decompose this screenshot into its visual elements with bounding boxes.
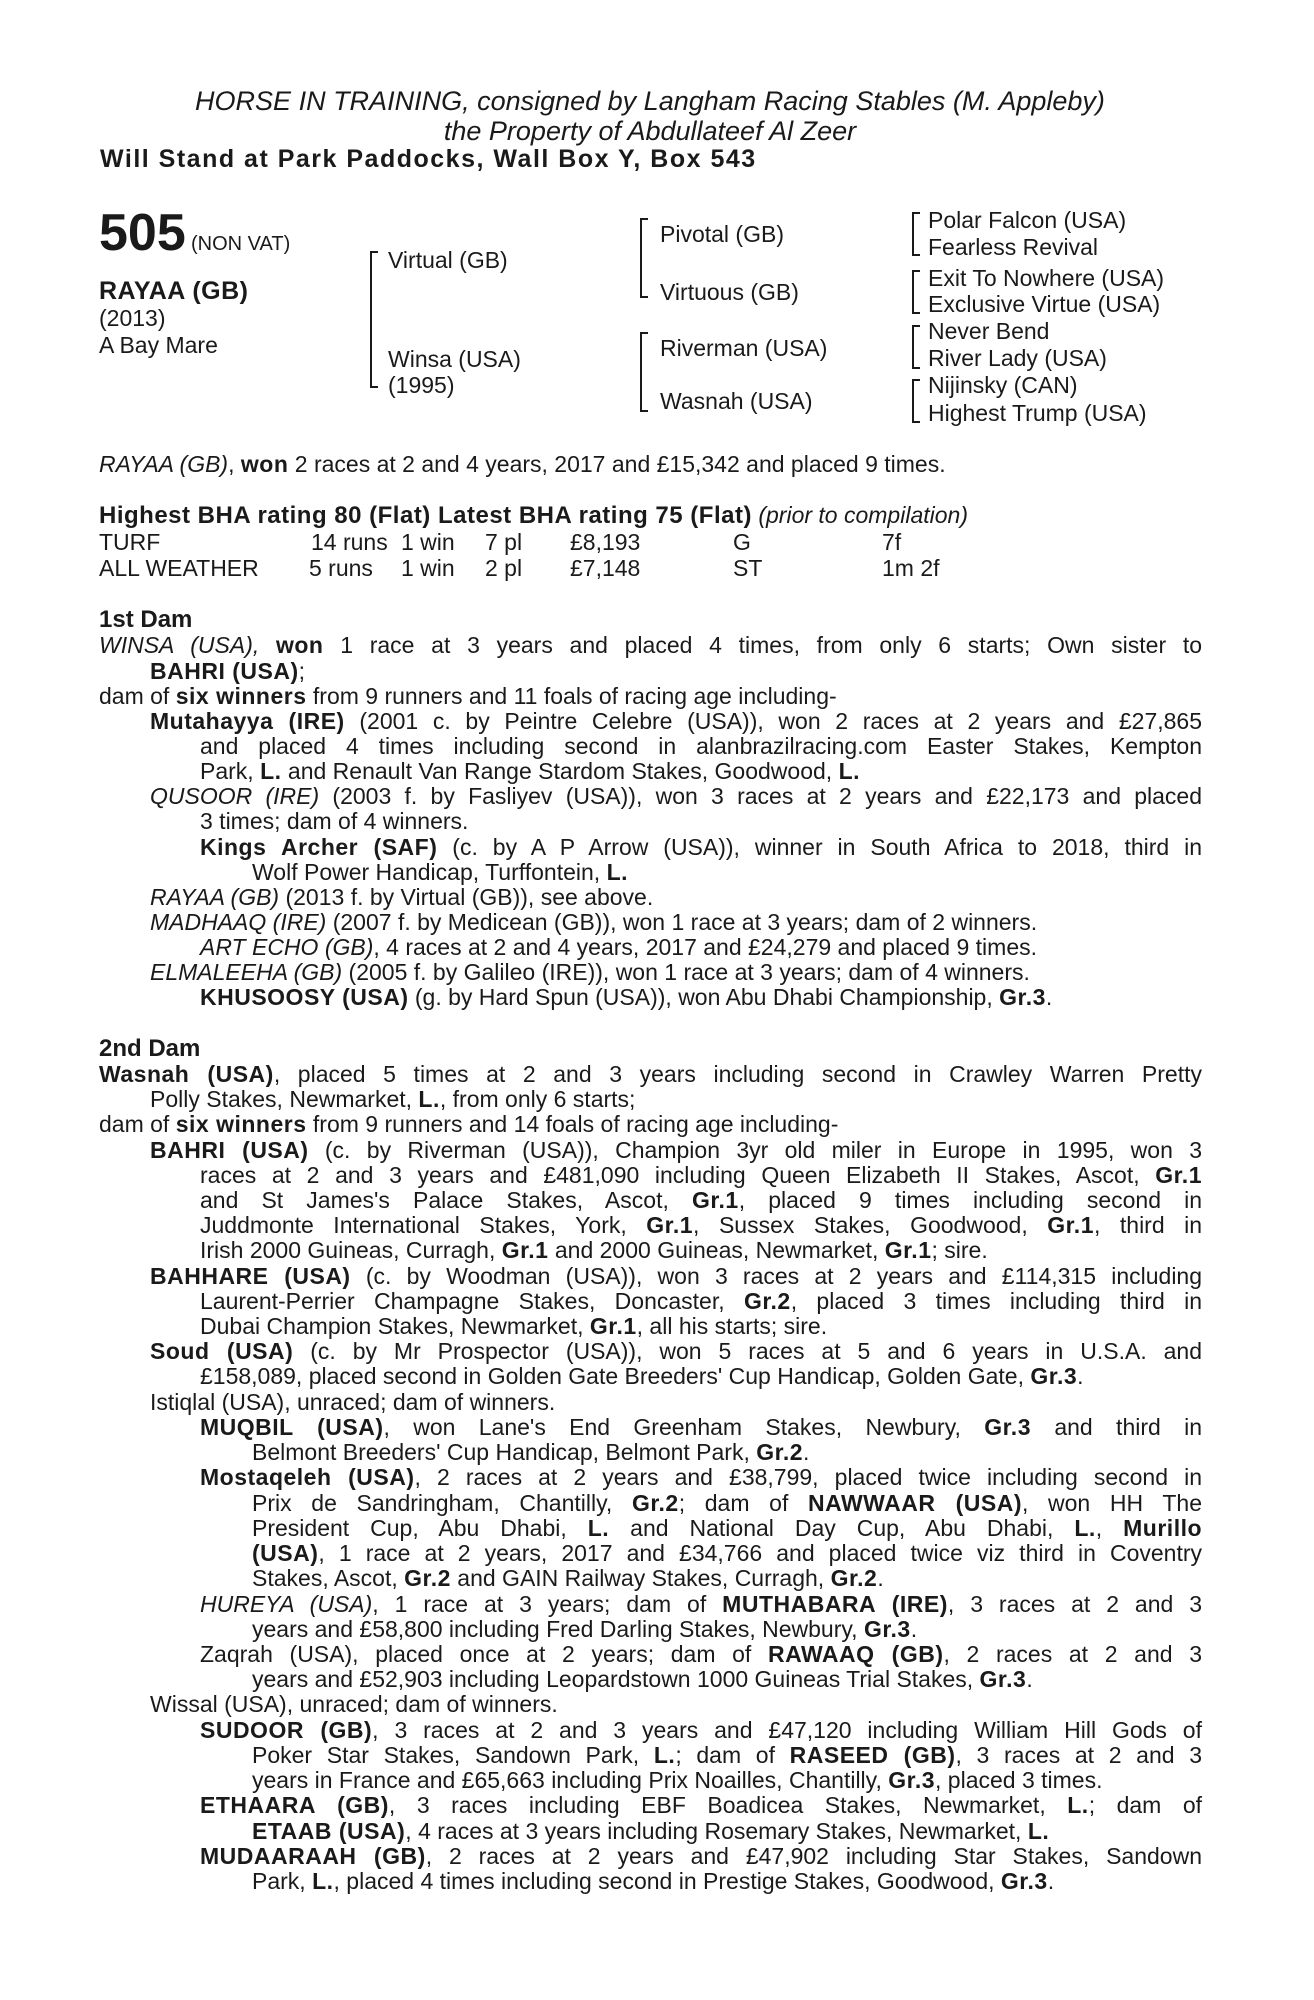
text-run: Laurent-Perrier Champagne Stakes, Doncaster, — [200, 1288, 725, 1314]
text-run: six winners — [175, 683, 307, 709]
text-run: ART ECHO (GB) — [200, 934, 374, 960]
sire-sire: Pivotal (GB) — [660, 221, 784, 247]
text-run: Wolf Power Handicap, Turffontein, — [252, 859, 601, 885]
text-run: Gr.2 — [743, 1288, 791, 1314]
text-run: , placed 5 times at 2 and 3 years including second in Crawley Warren Pretty — [273, 1061, 1202, 1087]
bha-ratings — [99, 503, 1202, 529]
text-run: Park, — [252, 1868, 306, 1894]
summary-record: 2 races at 2 and 4 years, 2017 and £15,342 and placed 9 times. — [288, 451, 946, 477]
text-line — [200, 1793, 1202, 1819]
text-run: years and £52,903 including Leopardstown 1000 Guineas Trial Stakes, — [252, 1666, 974, 1692]
text-run: ETHAARA (GB) — [200, 1792, 389, 1818]
text-run: L. — [1074, 1515, 1096, 1541]
ancestor: Exit To Nowhere (USA) — [928, 265, 1165, 291]
text-run: Gr.2 — [830, 1565, 878, 1591]
text-line — [99, 1062, 1202, 1088]
pedigree-brace — [912, 270, 914, 314]
stat-surface: TURF — [99, 529, 161, 555]
stat-runs: 5 runs — [309, 555, 373, 581]
text-line — [252, 860, 1314, 886]
text-run: from 9 runners and 11 foals of racing age including- — [312, 683, 837, 709]
text-run: Mostaqeleh (USA) — [200, 1464, 415, 1490]
text-run: Gr.1 — [691, 1187, 739, 1213]
text-line — [99, 1112, 1202, 1138]
text-line — [200, 1718, 1202, 1744]
stat-prize: £8,193 — [570, 529, 641, 555]
text-line — [252, 1516, 1202, 1542]
text-run: NAWWAAR (USA) — [808, 1490, 1022, 1516]
text-line — [150, 1390, 1202, 1416]
text-line — [252, 1869, 1314, 1895]
text-line — [200, 1213, 1202, 1239]
sire: Virtual (GB) — [388, 247, 508, 273]
text-line — [200, 1289, 1202, 1315]
text-run: RAWAAQ (GB) — [768, 1641, 944, 1667]
text-run: RAYAA (GB) — [150, 884, 280, 910]
text-run: Prix de Sandringham, Chantilly, — [252, 1490, 613, 1516]
pedigree-brace — [640, 332, 642, 412]
horse-description: A Bay Mare — [99, 332, 218, 358]
text-run: Poker Star Stakes, Sandown Park, — [252, 1742, 640, 1768]
text-run: Gr.1 — [1047, 1212, 1094, 1238]
text-line — [252, 1491, 1202, 1517]
text-line — [150, 1087, 1202, 1113]
text-run: (2001 c. by Peintre Celebre (USA)), won 2 races at 2 years and £27,865 — [359, 708, 1202, 734]
text-line — [150, 1264, 1202, 1290]
text-run: President Cup, Abu Dhabi, — [252, 1515, 567, 1541]
text-run: BAHHARE (USA) — [150, 1263, 351, 1289]
text-run: . — [1077, 1363, 1084, 1389]
text-run: , 3 races at 2 and 3 — [955, 1742, 1203, 1768]
text-run: years in France and £65,663 including Prix Noailles, Chantilly, — [252, 1767, 882, 1793]
consignor-line: HORSE IN TRAINING, consigned by Langham Racing Stables (M. Appleby) — [195, 86, 1105, 116]
text-run: Gr.3 — [1030, 1363, 1078, 1389]
text-line — [200, 1415, 1202, 1441]
text-run: MADHAAQ (IRE) — [150, 909, 327, 935]
text-run: L. — [418, 1086, 440, 1112]
text-line — [150, 1138, 1202, 1164]
text-run: Juddmonte International Stakes, York, — [200, 1212, 627, 1238]
text-run: L. — [1027, 1818, 1050, 1844]
text-run: £158,089, placed second in Golden Gate Breeders' Cup Handicap, Golden Gate, — [200, 1363, 1024, 1389]
text-run: BAHRI (USA) — [150, 658, 299, 684]
text-line — [252, 1667, 1314, 1693]
text-line — [252, 1768, 1314, 1794]
text-run: years and £58,800 including Fred Darling Stakes, Newbury, — [252, 1616, 858, 1642]
text-line — [200, 985, 1202, 1011]
text-run: ELMALEEHA (GB) — [150, 959, 343, 985]
text-run: (2003 f. by Fasliyev (USA)), won 3 races at 2 years and £22,173 and placed — [332, 783, 1203, 809]
text-run: Gr.1 — [884, 1237, 932, 1263]
text-run: ; dam of — [678, 1490, 789, 1516]
text-run: , 3 races including EBF Boadicea Stakes, Newmarket, — [388, 1792, 1046, 1818]
text-run: and placed 4 times including second in alanbrazilracing.com Easter Stakes, Kempton — [200, 733, 1202, 759]
text-line — [200, 935, 1202, 961]
text-run: Belmont Breeders' Cup Handicap, Belmont Park, — [252, 1439, 750, 1465]
text-line — [200, 1188, 1202, 1214]
text-run: Wissal (USA), unraced; dam of winners. — [150, 1691, 558, 1717]
text-run: and third in — [1054, 1414, 1203, 1440]
text-run: , 2 races at 2 years and £47,902 including Star Stakes, Sandown — [425, 1843, 1203, 1869]
text-run: L. — [653, 1742, 676, 1768]
text-run: , 1 race at 3 years; dam of — [372, 1591, 707, 1617]
text-run: Gr.1 — [501, 1237, 549, 1263]
text-run: MUDAARAAH (GB) — [200, 1843, 426, 1869]
text-run: , 1 race at 2 years, 2017 and £34,766 and placed twice viz third in Coventry — [318, 1540, 1202, 1566]
text-run: , 4 races at 3 years including Rosemary Stakes, Newmarket, — [405, 1818, 1022, 1844]
text-run: ; — [298, 658, 305, 684]
text-run: Istiqlal (USA), unraced; dam of winners. — [150, 1389, 556, 1415]
text-run: . — [1026, 1666, 1033, 1692]
text-run: . — [1047, 1868, 1055, 1894]
stat-going: G — [733, 529, 751, 555]
ancestor: Nijinsky (CAN) — [928, 372, 1078, 398]
pedigree-brace — [912, 325, 914, 369]
vat-status: (NON VAT) — [191, 233, 291, 255]
text-run: dam of — [99, 683, 170, 709]
text-line — [200, 1642, 1202, 1668]
text-run: (c. by Mr Prospector (USA)), won 5 races at 5 and 6 years in U.S.A. and — [310, 1338, 1203, 1364]
text-run: , placed 3 times. — [935, 1767, 1103, 1793]
text-line — [200, 1592, 1202, 1618]
text-run: Irish 2000 Guineas, Curragh, — [200, 1237, 496, 1263]
text-run: Polly Stakes, Newmarket, — [150, 1086, 413, 1112]
text-line — [252, 1743, 1202, 1769]
text-run: , placed 4 times including second in Prestige Stakes, Goodwood, — [333, 1868, 995, 1894]
text-run: , 4 races at 2 and 4 years, 2017 and £24,279 and placed 9 times. — [373, 934, 1037, 960]
stat-placed: 2 pl — [485, 555, 523, 581]
text-run: and GAIN Railway Stakes, Curragh, — [457, 1565, 825, 1591]
text-run: , placed 3 times including third in — [790, 1288, 1203, 1314]
ancestor: Fearless Revival — [928, 234, 1098, 260]
horse-year: (2013) — [99, 305, 166, 331]
text-run: and Renault Van Range Stardom Stakes, Goodwood, — [287, 758, 833, 784]
text-run: . — [877, 1565, 884, 1591]
text-run: . — [1045, 984, 1053, 1010]
text-run: ; sire. — [931, 1237, 988, 1263]
text-run: 3 times; dam of 4 winners. — [200, 808, 469, 834]
text-run: Gr.3 — [984, 1414, 1031, 1440]
rating-note: (prior to compilation) — [758, 502, 968, 528]
text-run: Zaqrah (USA), placed once at 2 years; dam of — [200, 1641, 752, 1667]
text-run: , from only 6 starts; — [439, 1086, 636, 1112]
stat-runs: 14 runs — [311, 529, 388, 555]
stat-distance: 1m 2f — [882, 555, 940, 581]
second-dam-heading: 2nd Dam — [99, 1035, 201, 1062]
stat-prize: £7,148 — [570, 555, 641, 581]
text-run: L. — [838, 758, 861, 784]
horse-name: RAYAA (GB) — [99, 277, 249, 305]
text-run: , 2 races at 2 and 3 — [943, 1641, 1202, 1667]
text-run: Stakes, Ascot, — [252, 1565, 398, 1591]
text-run: Gr.3 — [979, 1666, 1027, 1692]
stat-surface: ALL WEATHER — [99, 555, 259, 581]
stabling-line: Will Stand at Park Paddocks, Wall Box Y, Box 543 — [100, 145, 757, 173]
text-line — [200, 1314, 1202, 1340]
ancestor: River Lady (USA) — [928, 345, 1107, 371]
text-run: Park, — [200, 758, 254, 784]
pedigree-brace — [912, 379, 914, 423]
text-run: Soud (USA) — [150, 1338, 294, 1364]
text-line — [99, 684, 1202, 710]
text-run: MUQBIL (USA) — [200, 1414, 384, 1440]
text-run: , won Lane's End Greenham Stakes, Newbury, — [383, 1414, 961, 1440]
stat-placed: 7 pl — [485, 529, 523, 555]
ancestor: Never Bend — [928, 318, 1050, 344]
text-run: (c. by Woodman (USA)), won 3 races at 2 years and £114,315 including — [365, 1263, 1203, 1289]
race-summary: RAYAA (GB), won 2 races at 2 and 4 years, 2017 and £15,342 and placed 9 times. — [99, 451, 946, 477]
text-line — [150, 784, 1202, 810]
text-run: SUDOOR (GB) — [200, 1717, 373, 1743]
text-run: ; dam of — [675, 1742, 775, 1768]
text-run: Gr.3 — [1000, 1868, 1048, 1894]
text-run: , 3 races at 2 and 3 — [947, 1591, 1203, 1617]
text-run: Kings Archer (SAF) — [200, 834, 438, 860]
stat-distance: 7f — [882, 529, 902, 555]
text-run: KHUSOOSY (USA) — [200, 984, 409, 1010]
text-run: . — [910, 1616, 918, 1642]
text-run: Mutahayya (IRE) — [150, 708, 345, 734]
text-run: Gr.1 — [1155, 1162, 1202, 1188]
dam-dam: Wasnah (USA) — [660, 388, 813, 414]
text-run: ; dam of — [1088, 1792, 1203, 1818]
text-run: Gr.3 — [888, 1767, 936, 1793]
text-run: , 2 races at 2 years and £38,799, placed twice including second in — [414, 1464, 1202, 1490]
text-run: , third in — [1094, 1212, 1203, 1238]
text-run: (2013 f. by Virtual (GB)), see above. — [285, 884, 654, 910]
text-run: ETAAB (USA) — [252, 1818, 406, 1844]
text-line — [150, 709, 1202, 735]
pedigree-brace — [370, 251, 372, 388]
first-dam-heading: 1st Dam — [99, 606, 193, 633]
text-run: (g. by Hard Spun (USA)), won Abu Dhabi Championship, — [414, 984, 993, 1010]
text-line — [200, 734, 1202, 760]
text-run: WINSA (USA), — [99, 632, 260, 658]
text-run: (USA) — [252, 1540, 319, 1566]
lot-number: 505 — [99, 204, 186, 262]
text-run: races at 2 and 3 years and £481,090 including Queen Elizabeth II Stakes, Ascot, — [200, 1162, 1140, 1188]
text-run: Dubai Champion Stakes, Newmarket, — [200, 1313, 584, 1339]
text-line — [200, 835, 1202, 861]
text-run: L. — [260, 758, 282, 784]
text-run: Wasnah (USA) — [99, 1061, 274, 1087]
text-line — [200, 1163, 1202, 1189]
text-run: and National Day Cup, Abu Dhabi, — [630, 1515, 1054, 1541]
text-line — [200, 759, 1202, 785]
text-run: (2005 f. by Galileo (IRE)), won 1 race at 3 years; dam of 4 winners. — [348, 959, 1030, 985]
text-run: Murillo — [1123, 1515, 1203, 1541]
ancestor: Exclusive Virtue (USA) — [928, 291, 1161, 317]
text-run: L. — [1067, 1792, 1089, 1818]
text-run: . — [803, 1439, 810, 1465]
text-run: MUTHABARA (IRE) — [722, 1591, 948, 1617]
text-run: Gr.3 — [999, 984, 1046, 1010]
text-line — [200, 1844, 1202, 1870]
text-run: , placed 9 times including second in — [738, 1187, 1203, 1213]
text-line — [252, 1819, 1314, 1845]
text-run: RASEED (GB) — [789, 1742, 956, 1768]
text-line — [252, 1566, 1314, 1592]
dam-year: (1995) — [388, 372, 455, 398]
dam: Winsa (USA) — [388, 346, 521, 372]
text-line — [150, 960, 1202, 986]
dam-sire: Riverman (USA) — [660, 335, 828, 361]
text-run: (2007 f. by Medicean (GB)), won 1 race at 3 years; dam of 2 winners. — [332, 909, 1038, 935]
text-run: (c. by A P Arrow (USA)), winner in South Africa to 2018, third in — [452, 834, 1203, 860]
stat-going: ST — [733, 555, 763, 581]
text-line — [200, 1238, 1202, 1264]
text-run: , all his starts; sire. — [636, 1313, 828, 1339]
sire-dam: Virtuous (GB) — [660, 279, 799, 305]
text-line — [150, 1339, 1202, 1365]
text-run: L. — [312, 1868, 334, 1894]
text-run: from 9 runners and 14 foals of racing age including- — [312, 1111, 839, 1137]
text-line — [200, 1465, 1202, 1491]
text-run: and St James's Palace Stakes, Ascot, — [200, 1187, 669, 1213]
text-run: BAHRI (USA) — [150, 1137, 309, 1163]
text-line — [99, 633, 1202, 659]
text-line — [200, 1364, 1202, 1390]
text-run: , Sussex Stakes, Goodwood, — [693, 1212, 1028, 1238]
text-line — [252, 1541, 1202, 1567]
text-line — [200, 809, 1202, 835]
text-run: Gr.2 — [631, 1490, 679, 1516]
text-run: L. — [606, 859, 629, 885]
text-run: Gr.2 — [404, 1565, 451, 1591]
text-line — [150, 910, 1202, 936]
text-run: six winners — [175, 1111, 307, 1137]
text-line — [252, 1617, 1314, 1643]
ancestor: Polar Falcon (USA) — [928, 207, 1127, 233]
text-run: QUSOOR (IRE) — [150, 783, 320, 809]
owner-line: the Property of Abdullateef Al Zeer — [443, 116, 857, 146]
text-line — [150, 885, 1202, 911]
summary-won: won — [240, 451, 289, 477]
text-run: and 2000 Guineas, Newmarket, — [554, 1237, 879, 1263]
text-run: (c. by Riverman (USA)), Champion 3yr old miler in Europe in 1995, won 3 — [324, 1137, 1202, 1163]
text-run: Gr.2 — [756, 1439, 804, 1465]
text-run: , won HH The — [1021, 1490, 1202, 1516]
text-run: won — [275, 632, 324, 658]
text-run: , 3 races at 2 and 3 years and £47,120 including William Hill Gods of — [372, 1717, 1202, 1743]
text-run: Gr.1 — [646, 1212, 694, 1238]
summary-horse-name: RAYAA (GB) — [99, 451, 229, 477]
pedigree-brace — [912, 212, 914, 256]
text-run: 1 race at 3 years and placed 4 times, from only 6 starts; Own sister to — [340, 632, 1202, 658]
stat-wins: 1 win — [401, 555, 455, 581]
text-run: , — [1095, 1515, 1103, 1541]
stat-wins: 1 win — [401, 529, 455, 555]
text-run: dam of — [99, 1111, 170, 1137]
text-line — [150, 1692, 1202, 1718]
text-run: L. — [587, 1515, 610, 1541]
text-run: Gr.3 — [863, 1616, 911, 1642]
rating-text: Highest BHA rating 80 (Flat) Latest BHA rating 75 (Flat) — [99, 502, 752, 529]
ancestor: Highest Trump (USA) — [928, 400, 1147, 426]
text-run: HUREYA (USA) — [200, 1591, 373, 1617]
text-line — [150, 659, 1202, 685]
text-run: Gr.1 — [589, 1313, 637, 1339]
text-line — [252, 1440, 1314, 1466]
pedigree-brace — [640, 218, 642, 298]
